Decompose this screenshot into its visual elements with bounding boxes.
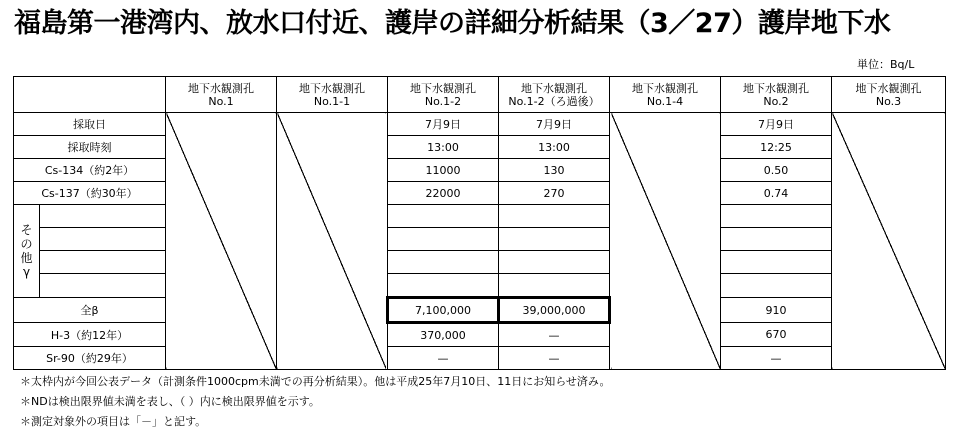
table-cell: [721, 205, 832, 228]
header-corner: [14, 77, 166, 113]
unit-label: 単位：Bq/L: [857, 58, 915, 71]
table-row: [14, 205, 946, 228]
na-cell-no1-1: [277, 113, 388, 370]
table-cell: 270: [499, 182, 610, 205]
footnote: ＊NDは検出限界値未満を表し、（ ）内に検出限界値を示す。: [20, 395, 320, 408]
row-label-cs134: Cs-134（約2年）: [14, 159, 166, 182]
table-cell: —: [721, 347, 832, 370]
table-row: [14, 347, 946, 370]
table-cell: 370,000: [388, 323, 499, 347]
na-cell-no1-4: [610, 113, 721, 370]
table-cell: [388, 228, 499, 251]
row-label-date: 採取日: [14, 113, 166, 136]
header-well-no3: 地下水観測孔 No.3: [832, 77, 946, 113]
table-cell: —: [388, 347, 499, 370]
table-cell: 7月9日: [388, 113, 499, 136]
table-row: [14, 113, 946, 136]
table-cell: [499, 205, 610, 228]
table-cell: 7月9日: [721, 113, 832, 136]
table-cell: 130: [499, 159, 610, 182]
table-row: [14, 136, 946, 159]
row-label-h3: H-3（約12年）: [14, 323, 166, 347]
table-cell: [721, 274, 832, 298]
table-row: [14, 298, 946, 323]
table-cell: 13:00: [499, 136, 610, 159]
table-cell: [499, 228, 610, 251]
table-cell: 22000: [388, 182, 499, 205]
table-row: [14, 251, 946, 274]
row-label-sr90: Sr-90（約29年）: [14, 347, 166, 370]
table-row: [14, 159, 946, 182]
table-row: [14, 323, 946, 347]
table-cell: 11000: [388, 159, 499, 182]
table-cell: 7月9日: [499, 113, 610, 136]
other-gamma-sub-cell: [40, 205, 166, 228]
highlighted-cell: 39,000,000: [499, 298, 610, 323]
table-cell: 13:00: [388, 136, 499, 159]
table-cell: [721, 228, 832, 251]
table-cell: 0.50: [721, 159, 832, 182]
highlighted-cell: 7,100,000: [388, 298, 499, 323]
header-well-no1-1: 地下水観測孔 No.1-1: [277, 77, 388, 113]
row-label-other-gamma: そ の 他 γ: [14, 205, 40, 298]
footnote: ＊測定対象外の項目は「－」と記す。: [20, 415, 207, 428]
table-cell: —: [499, 323, 610, 347]
na-cell-no3: [832, 113, 946, 370]
row-label-gross-beta: 全β: [14, 298, 166, 323]
results-table: [13, 76, 946, 370]
table-cell: 12:25: [721, 136, 832, 159]
table-cell: [388, 205, 499, 228]
header-well-no1-4: 地下水観測孔 No.1-4: [610, 77, 721, 113]
footnote: ＊太枠内が今回公表データ（計測条件1000cpm未満での再分析結果）。他は平成25年7月10日、11日にお知らせ済み。: [20, 375, 611, 388]
table-cell: —: [499, 347, 610, 370]
table-cell: 910: [721, 298, 832, 323]
table-cell: [499, 251, 610, 274]
table-cell: [388, 274, 499, 298]
na-cell-no1: [166, 113, 277, 370]
table-row: [14, 274, 946, 298]
other-gamma-sub-cell: [40, 228, 166, 251]
table-cell: 0.74: [721, 182, 832, 205]
header-well-no1: 地下水観測孔 No.1: [166, 77, 277, 113]
header-well-no1-2: 地下水観測孔 No.1-2: [388, 77, 499, 113]
table-cell: [721, 251, 832, 274]
other-gamma-sub-cell: [40, 251, 166, 274]
table-cell: [388, 251, 499, 274]
header-well-no1-2-filtered: 地下水観測孔 No.1-2（ろ過後）: [499, 77, 610, 113]
table-cell: [499, 274, 610, 298]
footnotes: [20, 372, 611, 432]
page-title: 福島第一港湾内、放水口付近、護岸の詳細分析結果（3／27）護岸地下水: [14, 8, 891, 39]
row-label-time: 採取時刻: [14, 136, 166, 159]
header-row: [14, 77, 946, 113]
table-row: [14, 182, 946, 205]
table-row: [14, 228, 946, 251]
row-label-cs137: Cs-137（約30年）: [14, 182, 166, 205]
header-well-no2: 地下水観測孔 No.2: [721, 77, 832, 113]
table-cell: 670: [721, 323, 832, 347]
other-gamma-sub-cell: [40, 274, 166, 298]
